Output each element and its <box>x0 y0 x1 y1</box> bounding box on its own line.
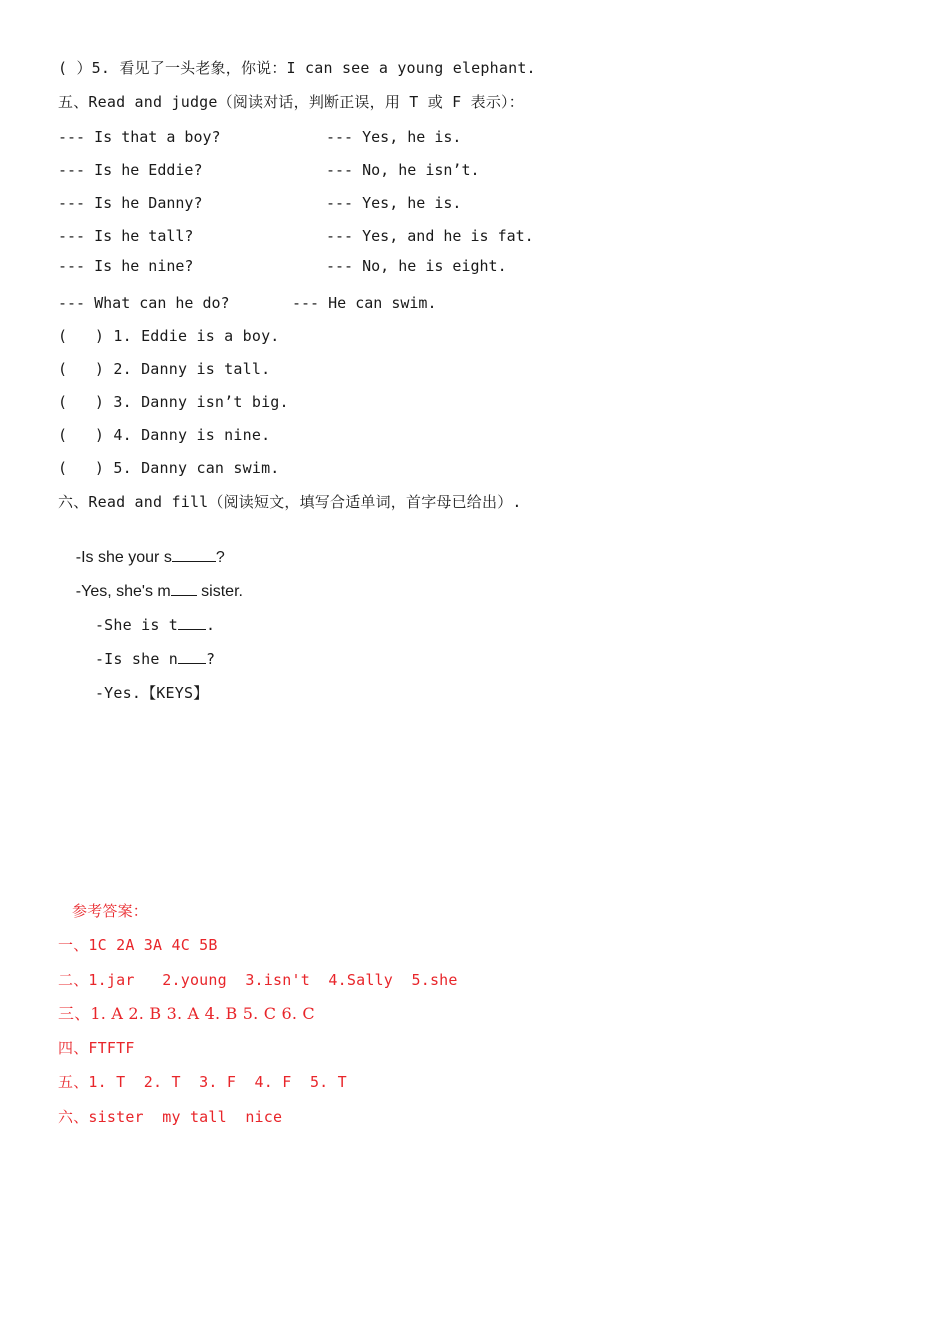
judge-statement: ( ) 4. Danny is nine. <box>58 426 271 444</box>
dialog-question: --- Is that a boy? <box>58 128 221 146</box>
dialog-answer: --- Yes, and he is fat. <box>326 227 534 245</box>
dialog-answer: --- No, he is eight. <box>326 257 507 275</box>
fill-blank[interactable] <box>172 547 216 562</box>
answer-row: 五、1. T 2. T 3. F 4. F 5. T <box>58 1073 347 1091</box>
part4-question-5: ( ）5. 看见了一头老象，你说：I can see a young elephant. <box>58 59 536 77</box>
fill-suffix: sister. <box>196 583 243 600</box>
answer-key-title: 参考答案： <box>72 902 149 920</box>
dialog-answer: --- No, he isn’t. <box>326 161 480 179</box>
part6-heading: 六、Read and fill（阅读短文，填写合适单词，首字母已给出）. <box>58 493 522 511</box>
fill-blank[interactable] <box>171 581 197 596</box>
fill-suffix: ? <box>215 549 225 566</box>
fill-prefix: -Yes, she's m <box>75 583 171 600</box>
fill-blank[interactable] <box>178 649 206 664</box>
dialog-answer: --- Yes, he is. <box>326 128 462 146</box>
judge-statement: ( ) 1. Eddie is a boy. <box>58 327 280 345</box>
dialog-question: --- Is he nine? <box>58 257 194 275</box>
part5-heading: 五、Read and judge（阅读对话，判断正误，用 T 或 F 表示）： <box>58 93 524 111</box>
fill-line <box>58 663 208 723</box>
judge-statement: ( ) 3. Danny isn’t big. <box>58 393 289 411</box>
dialog-answer: --- Yes, he is. <box>326 194 462 212</box>
dialog-question: --- Is he Danny? <box>58 194 203 212</box>
fill-prefix: -She is t <box>94 616 179 634</box>
answer-row: 三、1. A 2. B 3. A 4. B 5. C 6. C <box>58 1004 315 1023</box>
dialog-question: --- Is he tall? <box>58 227 194 245</box>
fill-prefix: -Yes.【KEYS】 <box>94 684 209 702</box>
fill-suffix: . <box>206 616 216 634</box>
answer-row: 二、1.jar 2.young 3.isn't 4.Sally 5.she <box>58 971 458 989</box>
judge-statement: ( ) 2. Danny is tall. <box>58 360 271 378</box>
dialog-answer: --- He can swim. <box>292 294 437 312</box>
answer-row: 一、1C 2A 3A 4C 5B <box>58 936 218 954</box>
fill-suffix: ? <box>206 650 216 668</box>
dialog-question: --- What can he do? <box>58 294 230 312</box>
fill-prefix: -Is she n <box>94 650 179 668</box>
fill-prefix: -Is she your s <box>75 549 172 566</box>
dialog-question: --- Is he Eddie? <box>58 161 203 179</box>
answer-row: 六、sister my tall nice <box>58 1108 283 1126</box>
judge-statement: ( ) 5. Danny can swim. <box>58 459 280 477</box>
answer-row: 四、FTFTF <box>58 1039 135 1057</box>
fill-blank[interactable] <box>178 615 206 630</box>
